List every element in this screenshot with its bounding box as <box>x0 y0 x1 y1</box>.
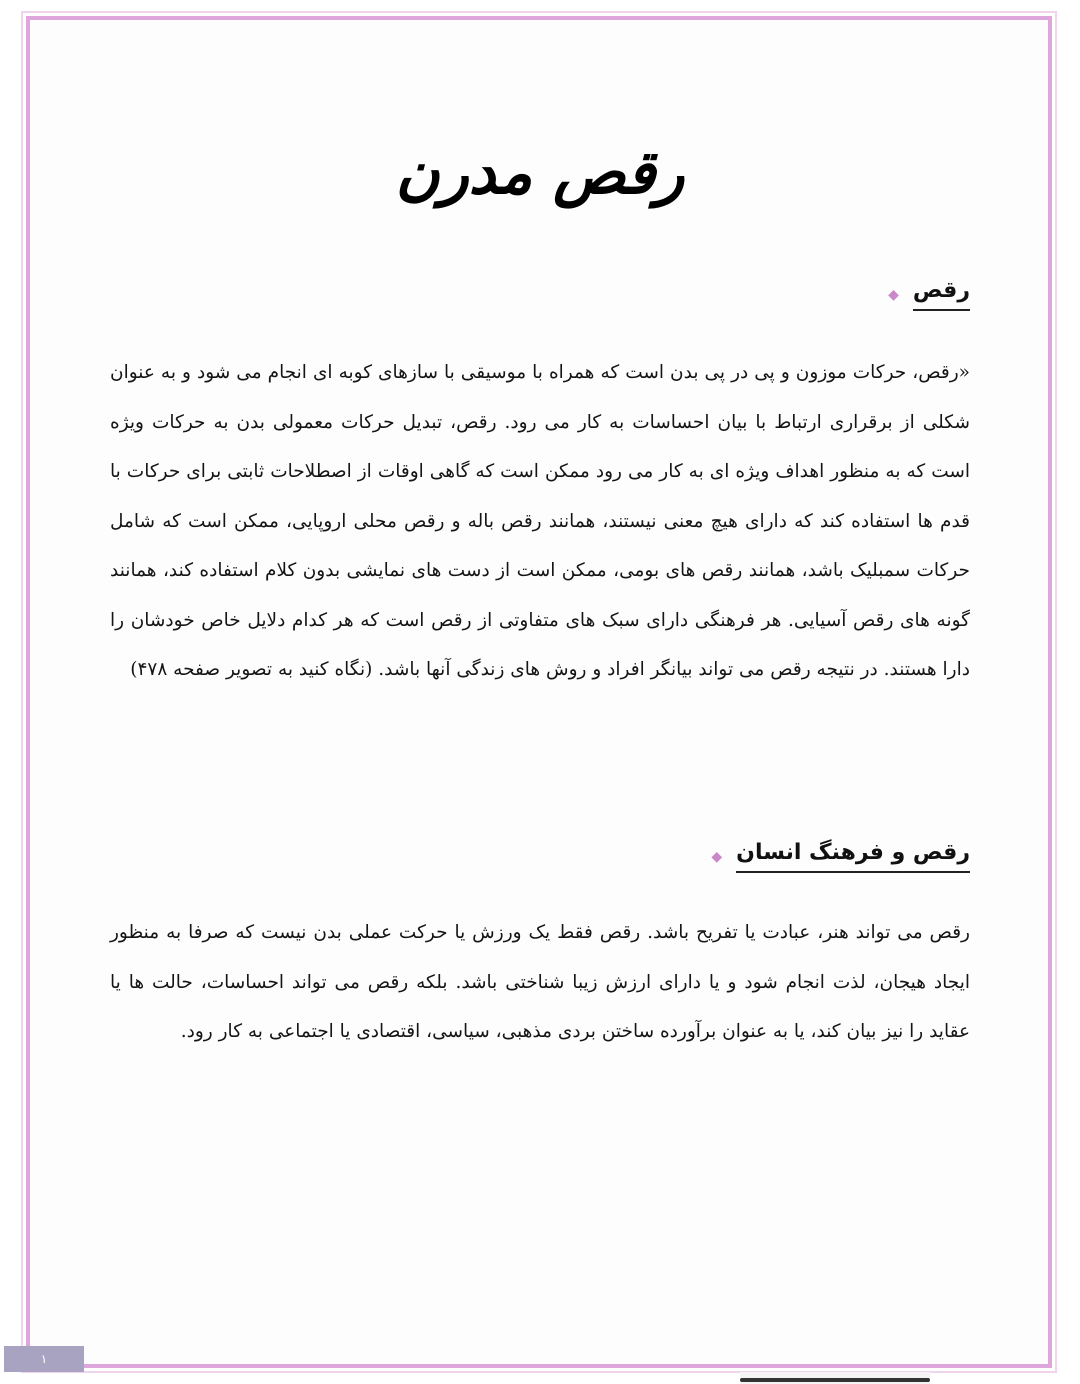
page-number: ۱ <box>4 1346 84 1372</box>
section-paragraph-dance: «رقص، حرکات موزون و پی در پی بدن است که همراه با موسیقی با سازهای کوبه ای انجام می شود و به عنوان شکلی از برقراری ارتباط با بیان احساسات به کار می رود. رقص، تبدیل حرکات معمولی بدن به حرکات ویژه است که به منظور اهداف ویژه ای به کار می رود ممکن است که گاهی اوقات از اصطلاحات ثابتی برای حرکات با قدم ها استفاده کند که دارای هیچ معنی نیستند، همانند رقص باله و رقص محلی اروپایی، ممکن است که شامل حرکات سمبلیک باشد، همانند رقص های بومی، ممکن است از دست های نمایشی بدون کلام استفاده کند، همانند گونه های رقص آسیایی. هر فرهنگی دارای سبک های متفاوتی از رقص است که هر کدام دلایل خاص خودشان را دارا هستند. در نتیجه رقص می تواند بیانگر افراد و روش های زندگی آنها باشد. (نگاه کنید به تصویر صفحه ۴۷۸) <box>110 362 970 680</box>
section-heading-text: رقص <box>913 278 970 311</box>
section-paragraph-dance-and-culture: رقص می تواند هنر، عبادت یا تفریح باشد. رقص فقط یک ورزش یا حرکت عملی بدن نیست که صرفا به منظور ایجاد هیجان، لذت انجام شود و یا دارای ارزش زیبا شناختی باشد. بلکه رقص می تواند احساسات، حالت ها یا عقاید را نیز بیان کند، یا به عنوان برآورده ساختن بردی مذهبی، سیاسی، اقتصادی یا اجتماعی به کار رود. <box>110 922 970 1042</box>
document-title: رقص مدرن <box>395 138 685 208</box>
section-heading-text: رقص و فرهنگ انسان <box>736 840 970 873</box>
section-heading-dance-and-culture <box>711 840 970 873</box>
section-heading-dance <box>888 278 970 311</box>
cropped-text-fragment <box>740 1372 930 1384</box>
diamond-bullet-icon: ◆ <box>711 848 723 865</box>
diamond-bullet-icon: ◆ <box>888 286 899 303</box>
